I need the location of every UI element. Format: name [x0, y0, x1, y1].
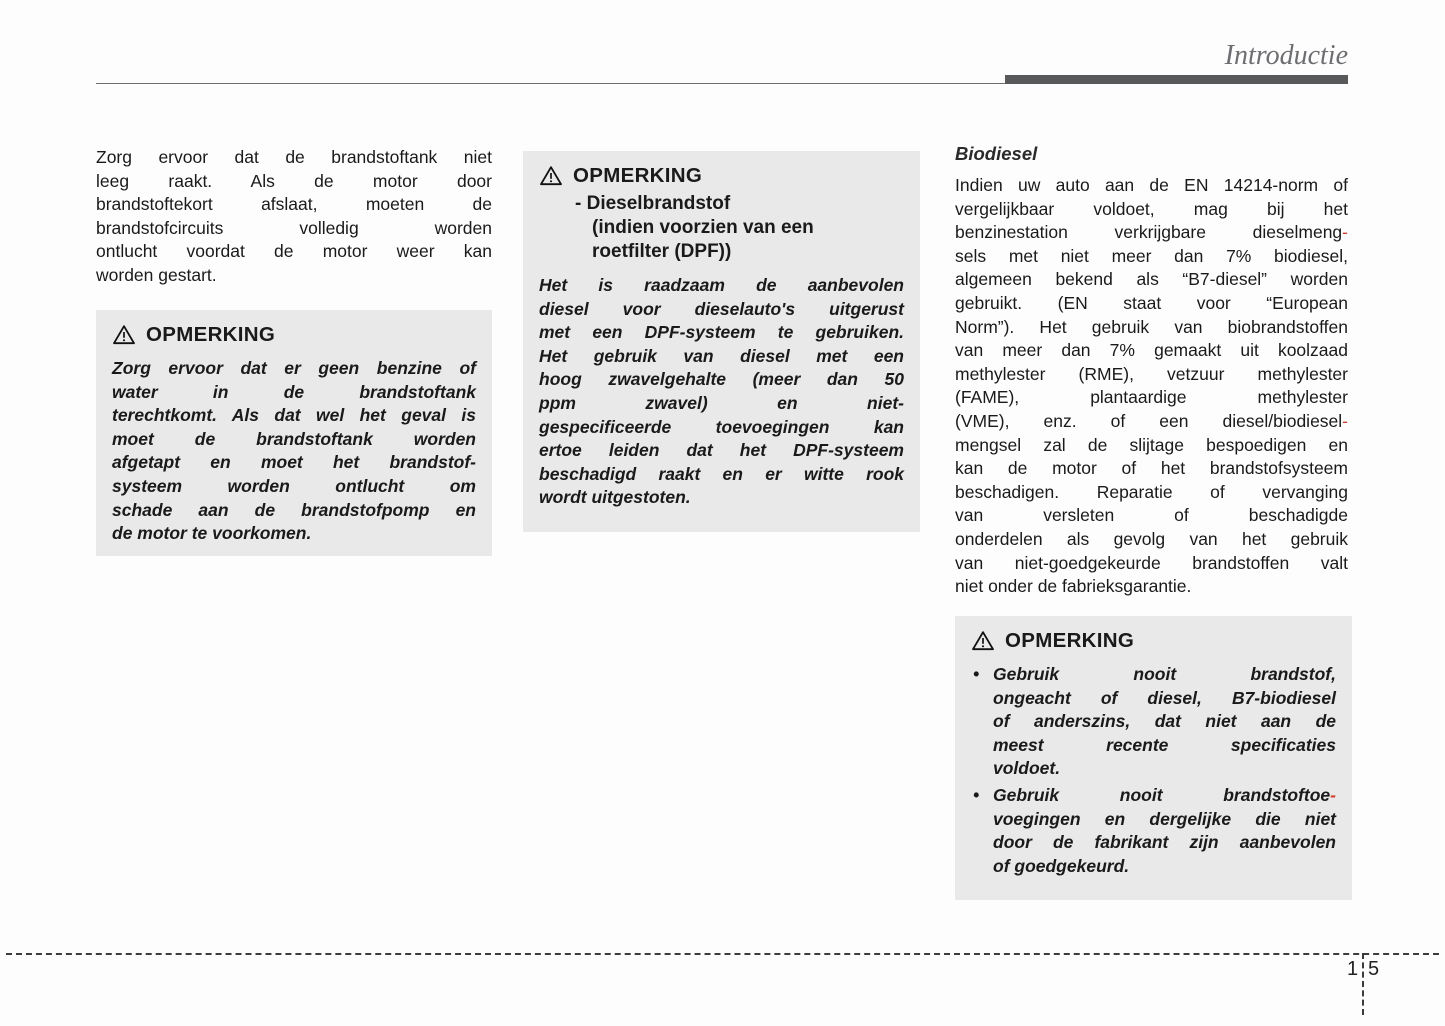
text-line: ertoe leiden dat het DPF-systeem [539, 440, 904, 461]
note-title: OPMERKING [1005, 629, 1135, 652]
text-segment: benzinestation verkrijgbare dieselmeng [955, 222, 1343, 243]
text-line: diesel voor dieselauto's uitgerust [539, 298, 904, 319]
text-line: sels met niet meer dan 7% biodiesel, [955, 245, 1348, 266]
warning-icon [539, 164, 563, 188]
text-line: (indien voorzien van een [592, 217, 814, 238]
text-line: algemeen bekend als “B7-diesel” worden [955, 269, 1348, 290]
text-line [955, 221, 1348, 245]
text-line: mengsel zal de slijtage bespoedigen en [955, 434, 1348, 455]
text-line: worden gestart. [96, 264, 217, 285]
note-title: OPMERKING [146, 323, 276, 346]
text-line: kan de motor of het brandstofsysteem [955, 458, 1348, 479]
note-title: OPMERKING [573, 164, 703, 187]
page-chapter-number: 1 [1347, 958, 1359, 980]
note-box-fuel-tank [96, 310, 492, 556]
text-line: ontlucht voordat de motor weer kan [96, 241, 492, 262]
text-line: Het gebruik van diesel met een [539, 345, 904, 366]
note-header [539, 164, 904, 188]
text-line: gebruikt. (EN staat voor “European [955, 292, 1348, 313]
bullet-item [971, 784, 1336, 878]
text-line: • Gebruik nooit brandstof, [993, 664, 1336, 684]
note-body [971, 663, 1336, 878]
warning-icon [112, 323, 136, 347]
text-line: of goedgekeurd. [993, 855, 1130, 876]
text-line: gespecificeerde toevoegingen kan [539, 416, 904, 437]
text-line: systeem worden ontlucht om [112, 475, 476, 496]
text-line: afgetapt en moet het brandstof- [112, 452, 476, 473]
page-number: 5 [1368, 958, 1380, 980]
text-line: Indien uw auto aan de EN 14214-norm of [955, 175, 1348, 195]
text-line: brandstofcircuits volledig worden [96, 217, 492, 238]
text-line: door de fabrikant zijn aanbevolen [993, 832, 1336, 853]
note-box-fuel-spec [955, 616, 1352, 900]
note-body [539, 274, 904, 510]
footer-dashed-divider [1362, 953, 1364, 1015]
text-line: hoog zwavelgehalte (meer dan 50 [539, 369, 904, 390]
text-line: voegingen en dergelijke die niet [993, 808, 1336, 829]
text-segment: Gebruik nooit brandstoftoe [993, 784, 1331, 805]
text-line: met een DPF-systeem te gebruiken. [539, 322, 904, 343]
text-line: wordt uitgestoten. [539, 487, 691, 508]
text-line: voldoet. [993, 758, 1061, 779]
text-line: moet de brandstoftank worden [112, 428, 476, 449]
text-line: Norm”). Het gebruik van biobrandstoffen [955, 316, 1348, 337]
text-line: van meer dan 7% gemaakt uit koolzaad [955, 340, 1348, 361]
text-line: schade aan de brandstofpomp en [112, 499, 476, 520]
page-header-title: Introductie [1224, 40, 1348, 71]
text-line: Zorg ervoor dat de brandstoftank niet [96, 147, 492, 167]
text-line: of anderszins, dat niet aan de [993, 711, 1336, 732]
text-segment: (VME), enz. of een diesel/biodiesel [955, 410, 1343, 431]
text-line: Het is raadzaam de aanbevolen [539, 275, 904, 295]
text-line: meest recente specificaties [993, 734, 1336, 755]
text-line: van niet-goedgekeurde brandstoffen valt [955, 552, 1348, 573]
note-body [112, 357, 476, 546]
text-line: - Dieselbrandstof [575, 193, 731, 214]
red-hyphen: - [1342, 410, 1348, 431]
text-line: methylester (RME), vetzuur methylester [955, 363, 1348, 384]
text-line: van versleten of beschadigde [955, 505, 1348, 526]
footer-dashed-line [6, 953, 1439, 955]
text-line: ongeacht of diesel, B7-biodiesel [993, 687, 1336, 708]
text-line: beschadigen. Reparatie of vervanging [955, 481, 1348, 502]
biodiesel-heading: Biodiesel [955, 143, 1038, 164]
text-line: brandstoftekort afslaat, moeten de [96, 194, 492, 215]
text-line: leeg raakt. Als de motor door [96, 170, 492, 191]
text-line [993, 784, 1336, 808]
text-line [955, 410, 1348, 434]
note-subtitle [539, 192, 904, 264]
note-box-diesel-fuel [523, 151, 920, 532]
text-line: ppm zwavel) en niet- [539, 392, 904, 413]
warning-icon [971, 629, 995, 653]
intro-paragraph [96, 146, 492, 288]
biodiesel-paragraph [955, 174, 1348, 599]
note-header [112, 323, 476, 347]
text-line: terechtkomt. Als dat wel het geval is [112, 405, 476, 426]
text-line: (FAME), plantaardige methylester [955, 387, 1348, 408]
text-line: vergelijkbaar voldoet, mag bij het [955, 198, 1348, 219]
red-hyphen: - [1330, 784, 1336, 805]
text-line: beschadigd raakt en er witte rook [539, 463, 904, 484]
text-line: Zorg ervoor dat er geen benzine of [112, 358, 476, 378]
header-rule-thick [1005, 75, 1348, 84]
text-line: de motor te voorkomen. [112, 523, 312, 544]
red-hyphen: - [1342, 222, 1348, 243]
text-line: niet onder de fabrieksgarantie. [955, 576, 1192, 597]
text-line: roetfilter (DPF)) [592, 241, 732, 262]
text-line: onderdelen als gevolg van het gebruik [955, 528, 1348, 549]
bullet-item [971, 663, 1336, 781]
text-line: water in de brandstoftank [112, 381, 476, 402]
note-header [971, 629, 1336, 653]
